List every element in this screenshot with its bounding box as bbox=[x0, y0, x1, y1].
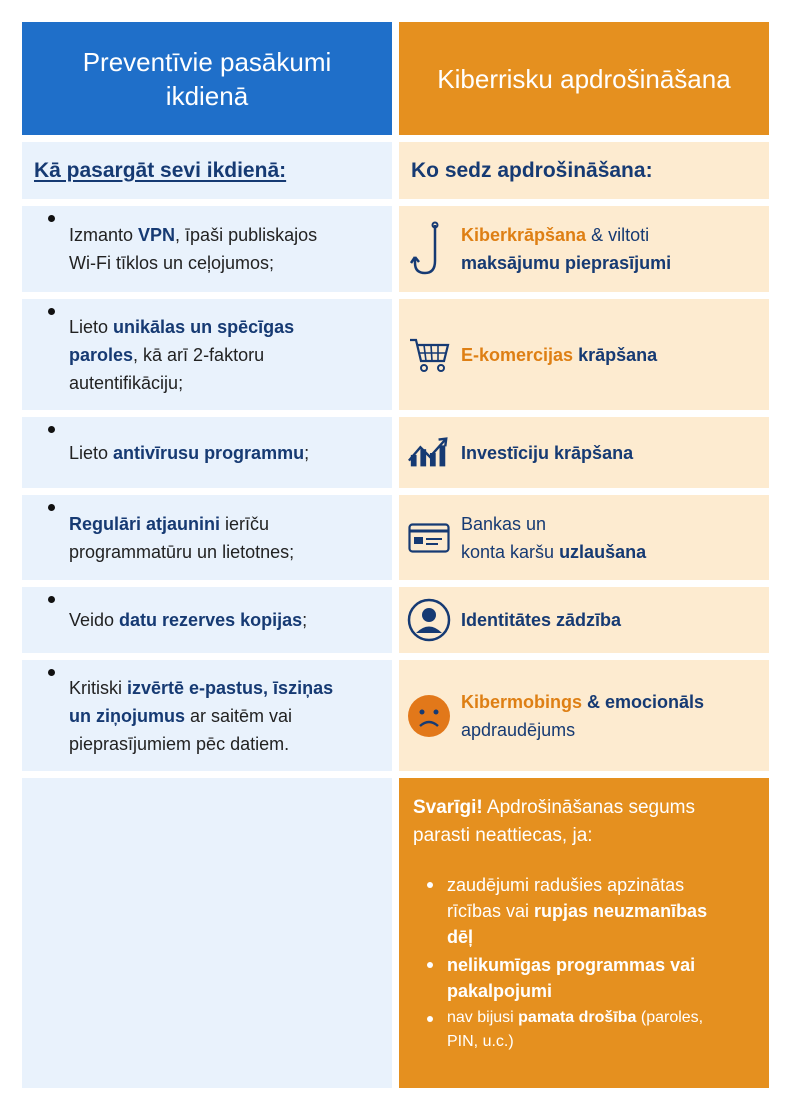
item-highlight: izvērtē e-pastus, īsziņas bbox=[127, 677, 334, 698]
item-highlight: pakalpojumi bbox=[447, 981, 553, 1001]
item-text: zaudējumi radušies apzinātas bbox=[447, 875, 685, 895]
item-text: PIN, u.c.) bbox=[447, 1033, 514, 1050]
list-item bbox=[447, 1006, 755, 1054]
left-subheader bbox=[22, 142, 392, 199]
empty-panel bbox=[22, 778, 392, 1088]
coverage-item bbox=[399, 206, 769, 292]
left-header-line2: ikdienā bbox=[165, 80, 249, 111]
list-item bbox=[22, 299, 392, 410]
important-text: parasti neattiecas, ja: bbox=[413, 825, 593, 846]
important-note bbox=[399, 778, 769, 1088]
list-item bbox=[22, 417, 392, 488]
item-highlight: Kiberkrāpšana bbox=[461, 225, 587, 245]
list-item bbox=[22, 206, 392, 292]
item-text: Veido bbox=[69, 610, 120, 630]
item-highlight: unikālas un spēcīgas bbox=[113, 316, 295, 337]
item-text: , īpaši publiskajos bbox=[175, 225, 318, 245]
bullet-icon bbox=[48, 426, 55, 433]
fishing-hook-icon bbox=[407, 227, 451, 271]
investment-chart-icon bbox=[407, 431, 451, 475]
item-highlight: Kibermobings bbox=[461, 691, 583, 712]
item-text: & emocionāls bbox=[582, 691, 705, 712]
right-header-title: Kiberrisku apdrošināšana bbox=[437, 63, 731, 94]
item-text: nav bijusi bbox=[447, 1009, 519, 1026]
item-highlight: antivīrusu programmu bbox=[113, 442, 305, 463]
item-highlight: E-komercijas bbox=[461, 344, 574, 365]
list-item bbox=[22, 587, 392, 653]
item-text: ; bbox=[304, 442, 310, 463]
item-text: ierīču bbox=[220, 513, 270, 534]
item-highlight: VPN bbox=[138, 225, 176, 245]
bullet-icon bbox=[48, 669, 55, 676]
important-text: Apdrošināšanas segums bbox=[482, 797, 695, 818]
coverage-item bbox=[399, 495, 769, 580]
list-item bbox=[447, 872, 755, 950]
item-highlight: datu rezerves kopijas bbox=[119, 610, 303, 630]
item-text: pieprasījumiem pēc datiem. bbox=[69, 733, 290, 754]
item-text: apdraudējums bbox=[461, 719, 576, 740]
item-text: Lieto bbox=[69, 316, 114, 337]
person-icon bbox=[407, 598, 451, 642]
item-text: ar saitēm vai bbox=[185, 705, 293, 726]
item-text: rīcības vai bbox=[447, 901, 535, 921]
right-subheader bbox=[399, 142, 769, 199]
item-highlight: Regulāri atjaunini bbox=[69, 513, 221, 534]
item-highlight: dēļ bbox=[447, 927, 474, 947]
item-text: (paroles, bbox=[636, 1009, 704, 1026]
item-text: krāpšana bbox=[573, 344, 658, 365]
coverage-item bbox=[399, 660, 769, 771]
left-header bbox=[22, 22, 392, 135]
right-header bbox=[399, 22, 769, 135]
sad-face-icon bbox=[407, 694, 451, 738]
important-label: Svarīgi! bbox=[413, 797, 483, 818]
exclusions-list bbox=[413, 872, 755, 1054]
item-text: maksājumu pieprasījumi bbox=[461, 253, 672, 273]
item-text: Identitātes zādzība bbox=[461, 610, 622, 630]
bullet-icon bbox=[48, 215, 55, 222]
item-text: ; bbox=[302, 610, 308, 630]
bullet-icon bbox=[48, 308, 55, 315]
list-item bbox=[22, 495, 392, 580]
bullet-icon bbox=[48, 504, 55, 511]
item-highlight: pamata drošība bbox=[518, 1009, 637, 1026]
item-text: Kritiski bbox=[69, 677, 127, 698]
item-text: Izmanto bbox=[69, 225, 139, 245]
item-highlight: un ziņojumus bbox=[69, 705, 185, 726]
item-highlight: nelikumīgas programmas vai bbox=[447, 955, 696, 975]
credit-card-icon bbox=[407, 516, 451, 560]
shopping-cart-icon bbox=[407, 333, 451, 377]
left-subheader-text: Kā pasargāt sevi ikdienā: bbox=[34, 158, 287, 182]
item-text: programmatūru un lietotnes; bbox=[69, 541, 295, 562]
item-text: Investīciju krāpšana bbox=[461, 442, 634, 463]
item-text: Lieto bbox=[69, 442, 114, 463]
item-text: konta karšu bbox=[461, 541, 560, 562]
item-text: , kā arī 2-faktoru bbox=[133, 344, 265, 365]
item-text: autentifikāciju; bbox=[69, 372, 184, 393]
item-highlight: paroles bbox=[69, 344, 134, 365]
item-highlight: uzlaušana bbox=[559, 541, 647, 562]
left-header-line1: Preventīvie pasākumi bbox=[82, 46, 332, 77]
coverage-item bbox=[399, 587, 769, 653]
item-highlight: rupjas neuzmanības bbox=[534, 901, 708, 921]
list-item bbox=[22, 660, 392, 771]
right-subheader-text: Ko sedz apdrošināšana: bbox=[411, 158, 653, 182]
bullet-icon bbox=[48, 596, 55, 603]
coverage-item bbox=[399, 299, 769, 410]
list-item bbox=[447, 952, 755, 1004]
item-text: Bankas un bbox=[461, 513, 547, 534]
coverage-item bbox=[399, 417, 769, 488]
item-text: & viltoti bbox=[586, 225, 650, 245]
item-text: Wi-Fi tīklos un ceļojumos; bbox=[69, 253, 275, 273]
